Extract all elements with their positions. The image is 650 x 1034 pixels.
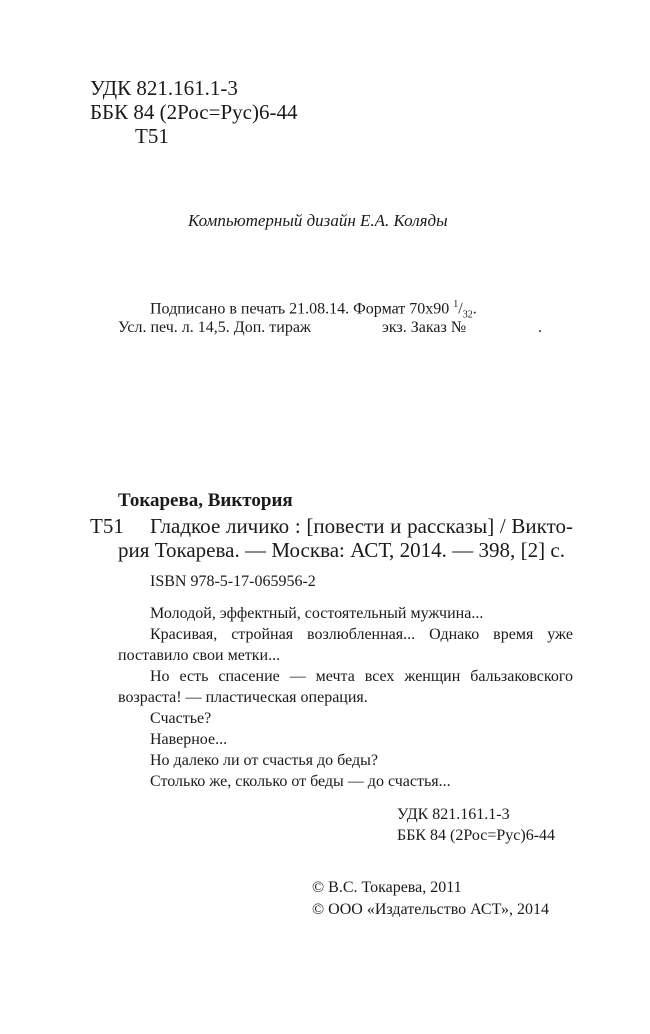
annotation-line: Наверное... — [150, 731, 228, 748]
title-line-2: рия Токарева. — Москва: АСТ, 2014. — 398, [2] с. — [118, 538, 565, 562]
copyright-line: © В.С. Токарева, 2011 — [312, 879, 462, 896]
annotation-line: Столько же, сколько от беды — до счастья... — [150, 773, 451, 790]
isbn: ISBN 978-5-17-065956-2 — [150, 573, 316, 590]
author-heading: Токарева, Виктория — [118, 490, 293, 511]
annotation-line: Но далеко ли от счастья до беды? — [150, 752, 378, 769]
author-sign: Т51 — [135, 124, 169, 148]
fraction-slash: / — [458, 300, 463, 318]
annotation-line: поставило свои метки... — [118, 647, 281, 664]
design-credit: Компьютерный дизайн Е.А. Коляды — [188, 211, 448, 230]
annotation-line: возраста! — пластическая операция. — [118, 689, 368, 706]
imprint-line-2-part-2: экз. Заказ № — [382, 319, 467, 336]
imprint-line-2-part-1: Усл. печ. л. 14,5. Доп. тираж — [118, 319, 311, 336]
imprint-line-2-end: . — [538, 319, 542, 336]
bbk-code: ББК 84 (2Рос=Рус)6-44 — [90, 100, 298, 124]
imprint-line-1 — [150, 300, 477, 321]
udk-code-bottom: УДК 821.161.1-3 — [397, 806, 510, 823]
copyright-line: © ООО «Издательство АСТ», 2014 — [312, 901, 549, 918]
bib-author-sign: Т51 — [90, 514, 124, 538]
imprint-line-1-end: . — [472, 300, 477, 318]
annotation-line: Но есть спасение — мечта всех женщин бальзаковского — [150, 668, 573, 685]
title-line-1: Гладкое личико : [повести и рассказы] / Викто- — [150, 514, 573, 538]
imprint-signed-text: Подписано в печать 21.08.14. Формат 70х90 — [150, 300, 454, 318]
udk-code: УДК 821.161.1-3 — [90, 76, 238, 100]
bbk-code-bottom: ББК 84 (2Рос=Рус)6-44 — [397, 827, 556, 844]
fraction-numerator: 1 — [453, 299, 459, 310]
annotation-line: Молодой, эффектный, состоятельный мужчина... — [150, 605, 484, 622]
fraction-denominator: 32 — [462, 309, 473, 321]
annotation-line: Красивая, стройная возлюбленная... Однако время уже — [150, 626, 573, 643]
annotation-line: Счастье? — [150, 710, 212, 727]
